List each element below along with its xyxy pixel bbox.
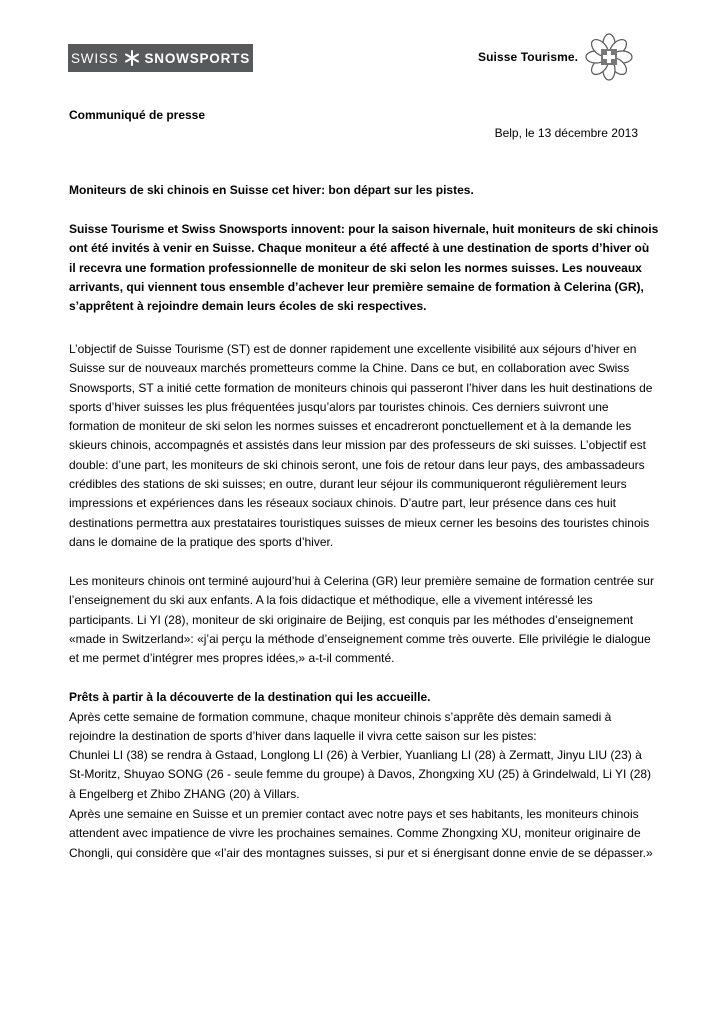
headline: Moniteurs de ski chinois en Suisse cet hiver: bon départ sur les pistes. <box>69 183 474 197</box>
suisse-tourisme-wordmark: Suisse Tourisme. <box>478 50 579 64</box>
snowflake-icon <box>122 49 142 67</box>
edelweiss-icon <box>584 33 634 81</box>
body-paragraph-1: L’objectif de Suisse Tourisme (ST) est de donner rapidement une excellente visibilité aux séjours d’hiver en Suisse sur de nouveaux marchés prometteurs comme la Chine. Dans ce but, en collaboration avec Swiss Snowsports, ST a initié cette formation de moniteurs chinois qui passeront l’hiver dans les huit destinations de sports d’hiver suisses les plus fréquentées jusqu’alors par touristes chinois. Ces derniers suivront une formation de moniteur de ski selon les normes suisses et encadreront ponctuellement et à la demande les skieurs chinois, accompagnés et assistés dans leur mission par des professeurs de ski suisses. L’objectif est double: d’une part, les moniteurs de ski chinois seront, une fois de retour dans leur pays, des ambassadeurs crédibles des stations de ski suisses; en outre, durant leur séjour ils communiqueront régulièrement leurs impressions et expériences dans les réseaux sociaux chinois. D’autre part, leur présence dans ces huit destinations permettra aux prestataires touristiques suisses de mieux cerner les besoins des touristes chinois dans le domaine de la pratique des sports d’hiver. <box>69 342 653 549</box>
swiss-snowsports-logo <box>68 44 253 72</box>
body-paragraph-3c: Après une semaine en Suisse et un premier contact avec notre pays et ses habitants, les moniteurs chinois attendent avec impatience de vivre les prochaines semaines. Comme Zhongxing XU, moniteur originaire de Chongli, qui considère que «l’air des montagnes suisses, si pur et si énergisant donne envie de se dépasser.» <box>69 807 653 860</box>
press-release-label: Communiqué de presse <box>69 108 206 122</box>
lead-paragraph: Suisse Tourisme et Swiss Snowsports innovent: pour la saison hivernale, huit moniteurs de ski chinois ont été invités à venir en Suisse. Chaque moniteur a été affecté à une destination de sports d’hiver où il recevra une formation professionnelle de moniteur de ski selon les normes suisses. Les nouveaux arrivants, qui viennent tous ensemble d’achever leur première semaine de formation à Celerina (GR), s’apprêtent à rejoindre demain leurs écoles de ski respectives. <box>69 222 659 314</box>
section-subheading: Prêts à partir à la découverte de la destination qui les accueille. <box>69 690 431 704</box>
body-paragraph-3b: Chunlei LI (38) se rendra à Gstaad, Longlong LI (26) à Verbier, Yuanliang LI (28) à Zermatt, Jinyu LIU (23) à St-Moritz, Shuyao SONG (26 - seule femme du groupe) à Davos, Zhongxing XU (25) à Grindelwald, Li YI (28) à Engelberg et Zhibo ZHANG (20) à Villars. <box>69 748 652 801</box>
logo-snowsports-word: SNOWSPORTS <box>144 50 251 66</box>
logo-swiss-word: SWISS <box>70 50 119 66</box>
release-date: Belp, le 13 décembre 2013 <box>494 126 638 140</box>
body-paragraph-3a: Après cette semaine de formation commune, chaque moniteur chinois s’apprête dès demain samedi à rejoindre la destination de sports d’hiver dans laquelle il vivra cette saison sur les pistes: <box>69 710 612 744</box>
body-paragraph-2: Les moniteurs chinois ont terminé aujourd’hui à Celerina (GR) leur première semaine de formation centrée sur l’enseignement du ski aux enfants. A la fois didactique et méthodique, elle a vivement intéressé les participants. Li YI (28), moniteur de ski originaire de Beijing, est conquis par les méthodes d’enseignement «made in Switzerland»: «j’ai perçu la méthode d’enseignement comme très ouverte. Elle privilégie le dialogue et me permet d’intégrer mes propres idées,» a-t-il commenté. <box>69 574 654 666</box>
suisse-tourisme-logo <box>478 33 634 81</box>
